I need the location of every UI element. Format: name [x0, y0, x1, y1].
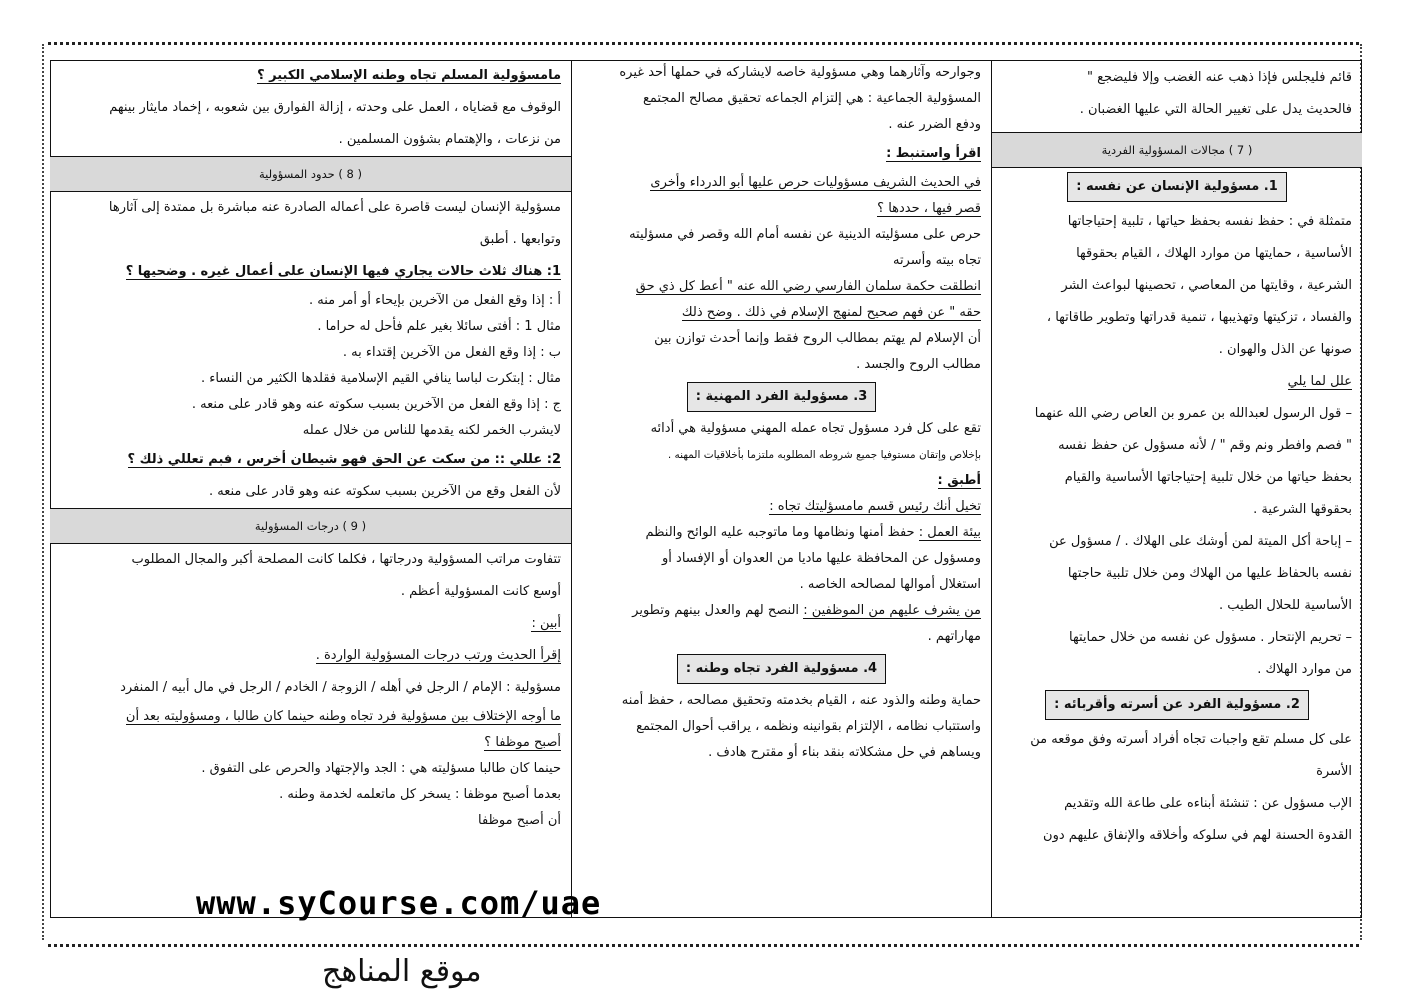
text-line: بعدما أصبح موظفا : يسخر كل ماتعلمه لخدمة وطنه . — [279, 787, 561, 802]
s8-answer-2: لأن الفعل وقع من الآخرين بسبب سكوته عنه وهو قادر على منعه . — [208, 484, 561, 499]
text-line: أن أصبح موظفا — [478, 813, 561, 828]
s8-question-2: 2: عللي :: من سكت عن الحق فهو شيطان أخرس ، فبم تعللي ذلك ؟ — [127, 452, 561, 467]
text-line: أن الإسلام لم يهتم بمطالب الروح فقط وإنما أحدث توازن بين — [654, 331, 981, 346]
text-line: بحقوقها الشرعية . — [1253, 502, 1352, 517]
staff-line: مهاراتهم . — [927, 629, 981, 644]
text-line: مسؤولية الإنسان ليست قاصرة على أعماله الصادرة عنه مباشرة بل ممتدة إلى آثارها — [108, 200, 561, 215]
text-line: الأساسية ، حمايتها من موارد الهلاك ، القيام بحقوقها — [1076, 246, 1352, 261]
middle-top-text — [572, 60, 991, 138]
text-line: قصر فيها ، حددها ؟ — [877, 201, 981, 216]
apply-question: تخيل أنك رئيس قسم مامسؤليتك تجاه : — [769, 499, 981, 514]
text-line: ج : إذا وقع الفعل من الآخرين بسبب سكوته عنه وهو قادر على منعه . — [191, 397, 561, 412]
top-answer — [50, 92, 571, 156]
text-line: لايشرب الخمر لكنه يقدمها للناس من خلال عمله — [302, 423, 561, 438]
text-line-wrap — [572, 274, 991, 300]
work-line: استغلال أموالها لمصالحه الخاصه . — [799, 577, 981, 592]
text-line: ما أوجه الإختلاف بين مسؤولية فرد تجاه وطنه حينما كان طالبا ، ومسؤوليته بعد أن — [125, 709, 561, 724]
work-label: بيئة العمل : — [918, 525, 981, 540]
work-line: ومسؤول عن المحافظة عليها ماديا من العدوان أو الإفساد أو — [662, 551, 981, 566]
website-watermark: www.syCourse.com/uae — [196, 884, 602, 922]
text-line: بحفظ حياتها من خلال تلبية إحتياجاتها الأساسية والقيام — [1064, 470, 1352, 485]
top-question: مامسؤولية المسلم تجاه وطنه الإسلامي الكبير ؟ — [257, 68, 561, 83]
text-line: مطالب الروح والجسد . — [856, 357, 981, 372]
sub2-title: 2. مسؤولية الفرد عن أسرته وأقربائه : — [1045, 690, 1309, 720]
text-line-wrap — [572, 300, 991, 326]
text-line: الشرعية ، وقايتها من المعاصي ، تحصينها لبواعث الشر — [1061, 278, 1352, 293]
text-line: ودفع الضرر عنه . — [888, 117, 981, 132]
islam-block — [572, 326, 991, 378]
s9-answer — [50, 756, 571, 834]
sub3-title: 3. مسؤولية الفرد المهنية : — [687, 382, 876, 412]
text-line: الوقوف مع قضاياه ، العمل على وحدته ، إزالة الفوارق بين شعوبه ، إخماد مايثار بينهم — [109, 100, 561, 115]
text-line: الإب مسؤول عن : تنشئة أبناءه على طاعة الله وتقديم — [1064, 796, 1352, 811]
sub1-body — [992, 206, 1362, 366]
text-line-wrap — [50, 730, 571, 756]
text-line: متمثلة في : حفظ نفسه بحفظ حياتها ، تلبية إحتياجاتها — [1067, 214, 1352, 229]
question-block — [572, 170, 991, 222]
s9-question — [50, 704, 571, 756]
sub3-line: بإخلاص وإتقان مستوفيا جميع شروطه المطلوبه ملتزما بأخلاقيات المهنه . — [667, 449, 981, 461]
sub3-line: تقع على كل فرد مسؤول تجاه عمله المهني مسؤولية هي أدائه — [650, 421, 981, 436]
section-7-title: ( 7 ) مجالات المسؤولية الفردية — [992, 132, 1362, 168]
text-line: نفسه بالحفاظ عليها من الهلاك ومن خلال تلبية حاجتها — [1067, 566, 1352, 581]
section-8-items — [50, 288, 571, 444]
intro-line: قائم فليجلس فإذا ذهب عنه الغضب وإلا فليضجع " — [1086, 70, 1352, 85]
text-line: من موارد الهلاك . — [1257, 662, 1352, 677]
text-line: تجاه بيته وأسرته — [892, 253, 981, 268]
sub1-title: 1. مسؤولية الإنسان عن نفسه : — [1067, 172, 1287, 202]
text-line: انطلقت حكمة سلمان الفارسي رضي الله عنه " أعط كل ذي حق — [635, 279, 981, 294]
bottom-dotted-border — [48, 944, 1359, 947]
text-line: أ : إذا وقع الفعل من الآخرين بإيحاء أو أمر منه . — [308, 293, 561, 308]
middle-column — [571, 60, 992, 918]
left-dotted-border — [42, 44, 44, 940]
text-line: حقه " عن فهم صحيح لمنهج الإسلام في ذلك . وضح ذلك — [681, 305, 981, 320]
section-8-intro — [50, 192, 571, 256]
explain-label: أبين : — [531, 616, 561, 631]
section-9-title: ( 9 ) درجات المسؤولية — [50, 508, 571, 544]
s8-question-1: 1: هناك ثلاث حالات يجاري فيها الإنسان على أعمال غيره . وضحيها ؟ — [125, 264, 561, 279]
footer-site-name: موقع المناهج — [322, 954, 482, 989]
justify-label: علل لما يلي — [1287, 374, 1352, 389]
text-line: وتوابعها . أطبق — [479, 232, 561, 247]
answer-block — [572, 222, 991, 274]
text-line: وجوارحه وآثارهما وهي مسؤولية خاصه لايشاركه في حملها أحد غيره — [619, 65, 981, 80]
text-line: " فصم وافطر ونم وقم " / لأنه مسؤول عن حفظ نفسه — [1058, 438, 1352, 453]
staff-label: من يشرف عليهم من الموظفين : — [803, 603, 981, 618]
text-line: واستتباب نظامه ، الإلتزام بقوانينه ونظمه ، يراقب أحوال المجتمع — [636, 719, 981, 734]
text-line-wrap — [50, 704, 571, 730]
intro-line: فالحديث يدل على تغيير الحالة التي عليها الغضبان . — [1079, 102, 1352, 117]
top-dotted-border — [48, 42, 1359, 45]
text-line: الأسرة — [1316, 764, 1352, 779]
staff-line: النصح لهم والعدل بينهم وتطوير — [632, 603, 800, 618]
text-line-wrap — [572, 196, 991, 222]
text-line: ويساهم في حل مشكلاته بنقد بناء أو مقترح هادف . — [708, 745, 981, 760]
right-column — [992, 60, 1362, 918]
justify-body — [992, 398, 1362, 686]
left-column — [50, 60, 571, 918]
text-line: على كل مسلم تقع واجبات تجاه أفراد أسرته وفق موقعه من — [1030, 732, 1352, 747]
text-line: من نزعات ، والإهتمام بشؤون المسلمين . — [338, 132, 561, 147]
section-9-intro — [50, 544, 571, 608]
text-line: ب : إذا وقع الفعل من الآخرين إقتداء به . — [342, 345, 561, 360]
read-label: اقرأ واستنبط : — [886, 146, 981, 161]
text-line: في الحديث الشريف مسؤوليات حرص عليها أبو الدرداء وأخرى — [650, 175, 981, 190]
text-line: أوسع كانت المسؤولية أعظم . — [400, 584, 561, 599]
sub2-body — [992, 724, 1362, 852]
text-line: حماية وطنه والذود عنه ، القيام بخدمته وتحقيق مصالحه ، حفظ أمنه — [621, 693, 981, 708]
text-line: المسؤولية الجماعية : هي إلتزام الجماعه تحقيق مصالح المجتمع — [643, 91, 981, 106]
salman-block — [572, 274, 991, 326]
sub4-body — [572, 688, 991, 766]
text-line: حينما كان طالبا مسؤليته هي : الجد والإجتهاد والحرص على التفوق . — [201, 761, 561, 776]
text-line: مثال 1 : أفتى سائلا بغير علم فأحل له حراما . — [317, 319, 561, 334]
text-line: – إباحة أكل الميتة لمن أوشك على الهلاك . / مسؤول عن — [1049, 534, 1352, 549]
text-line: حرص على مسؤليته الدينية عن نفسه أمام الله وقصر في مسؤليته — [629, 227, 981, 242]
s9-list: مسؤولية : الإمام / الرجل في أهله / الزوجة / الخادم / الرجل في مال أبيه / المنفرد — [120, 680, 561, 695]
work-line: حفظ أمنها ونظامها وما ماتوجبه عليه الوائح والنظم — [645, 525, 915, 540]
text-line: – قول الرسول لعبدالله بن عمرو بن العاص رضي الله عنهما — [1034, 406, 1352, 421]
s9-read: إقرأ الحديث ورتب درجات المسؤولية الواردة . — [315, 648, 561, 663]
section-8-title: ( 8 ) حدود المسؤولية — [50, 156, 571, 192]
text-line: صونها عن الذل والهوان . — [1218, 342, 1352, 357]
text-line-wrap — [572, 170, 991, 196]
text-line: مثال : إبتكرت لباسا ينافي القيم الإسلامية فقلدها الكثير من النساء . — [200, 371, 561, 386]
text-line: تتفاوت مراتب المسؤولية ودرجاتها ، فكلما كانت المصلحة أكبر والمجال المطلوب — [131, 552, 561, 567]
apply-label: أطبق : — [937, 473, 981, 488]
text-line: القدوة الحسنة لهم في سلوكه وأخلاقه والإنفاق عليهم دون — [1043, 828, 1352, 843]
text-line: – تحريم الإنتحار . مسؤول عن نفسه من خلال حمايتها — [1069, 630, 1352, 645]
sub4-title: 4. مسؤولية الفرد تجاه وطنه : — [677, 654, 886, 684]
text-line: والفساد ، تزكيتها وتهذيبها ، تنمية قدراتها وتطوير طاقاتها ، — [1046, 310, 1352, 325]
text-line: أصبح موظفا ؟ — [484, 735, 561, 750]
text-line: الأساسية للحلال الطيب . — [1219, 598, 1352, 613]
